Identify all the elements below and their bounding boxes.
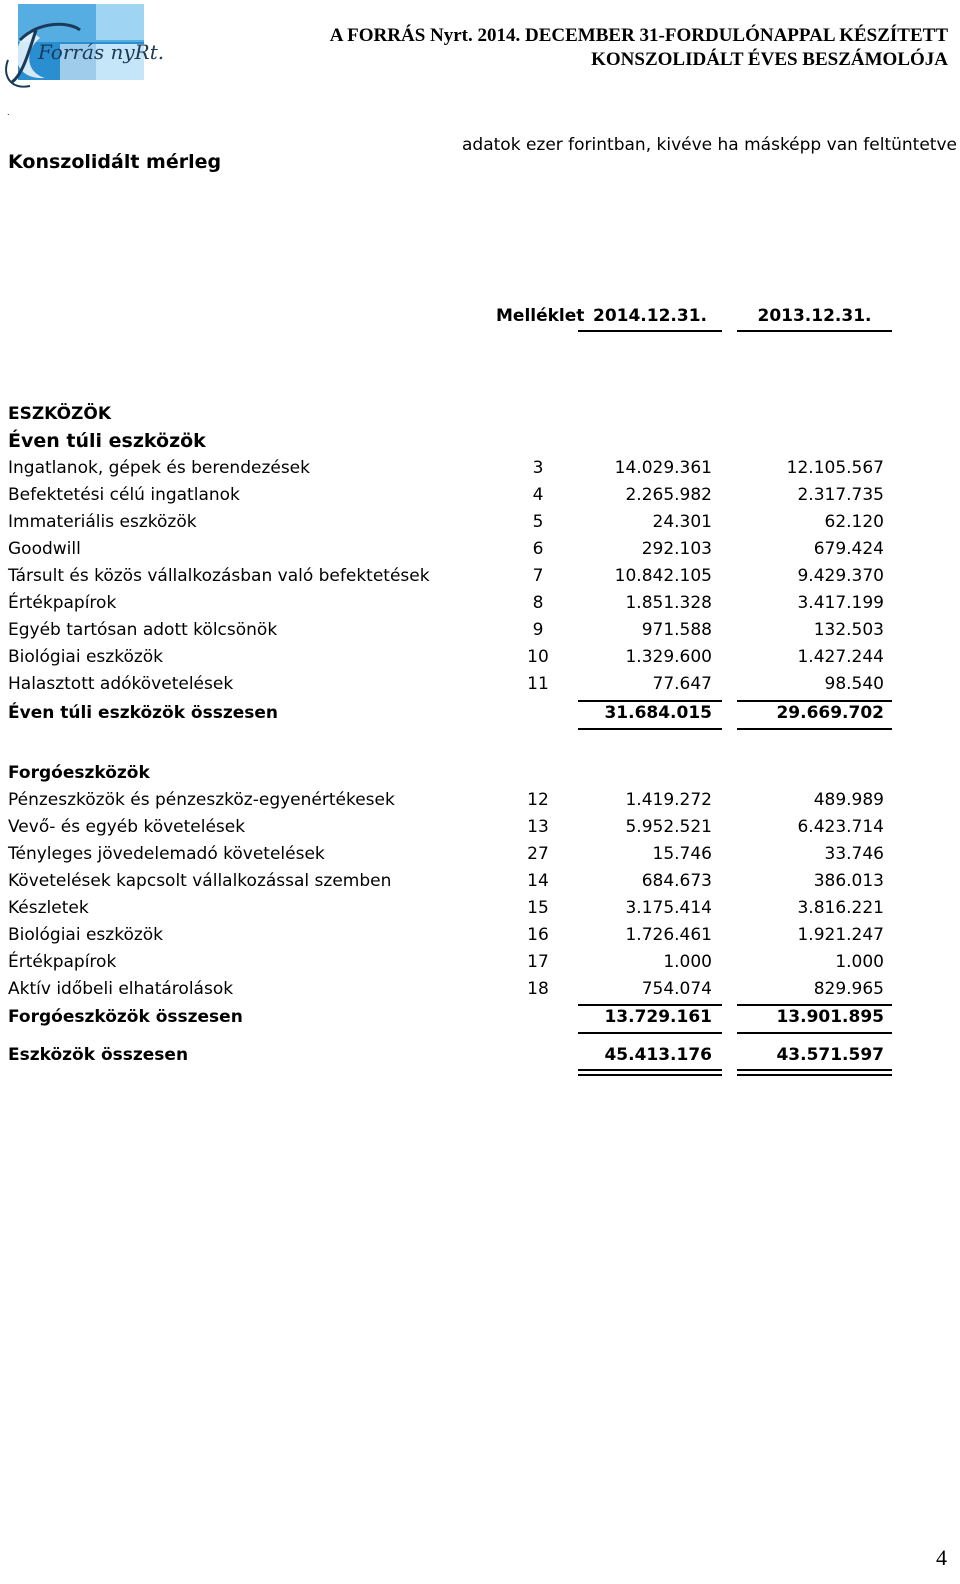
- row-ref: 10: [527, 647, 549, 667]
- row-ref: 8: [532, 593, 544, 613]
- table-row: [0, 841, 960, 867]
- section-assets: [0, 401, 960, 427]
- row-value-2014: 971.588: [641, 620, 712, 640]
- row-value-2014: 292.103: [641, 539, 712, 559]
- row-value-2014: 10.842.105: [614, 566, 712, 586]
- row-value-2013: 12.105.567: [786, 458, 884, 478]
- row-label: Halasztott adókövetelések: [8, 674, 234, 694]
- column-header-2013: 2013.12.31.: [737, 306, 892, 332]
- total-rule: [578, 1032, 722, 1034]
- column-header-2014: 2014.12.31.: [578, 306, 722, 332]
- row-label: Vevő- és egyéb követelések: [8, 817, 246, 837]
- row-ref: 12: [527, 790, 549, 810]
- row-ref: 15: [527, 898, 549, 918]
- row-ref: 4: [532, 485, 544, 505]
- row-label: Aktív időbeli elhatárolások: [8, 979, 234, 999]
- units-note: adatok ezer forintban, kivéve ha másképp van feltüntetve: [462, 135, 957, 155]
- table-row: [0, 509, 960, 535]
- section-label: ESZKÖZÖK: [8, 404, 111, 424]
- table-row: [0, 787, 960, 813]
- row-value-2014: 1.726.461: [625, 925, 712, 945]
- row-value-2013: 33.746: [824, 844, 884, 864]
- row-value-2014: 684.673: [641, 871, 712, 891]
- row-value-2014: 1.851.328: [625, 593, 712, 613]
- row-ref: 14: [527, 871, 549, 891]
- row-value-2013: 43.571.597: [776, 1045, 884, 1065]
- section-label: Éven túli eszközök: [8, 430, 206, 452]
- row-value-2013: 9.429.370: [797, 566, 884, 586]
- row-value-2013: 6.423.714: [797, 817, 884, 837]
- table-row: [0, 895, 960, 921]
- table-row: [0, 949, 960, 975]
- grand-total-double-rule: [578, 1069, 722, 1076]
- row-value-2014: 13.729.161: [604, 1007, 712, 1027]
- row-value-2013: 1.000: [835, 952, 884, 972]
- row-label: Forgóeszközök összesen: [8, 1007, 243, 1027]
- table-row: [0, 536, 960, 562]
- row-ref: 11: [527, 674, 549, 694]
- row-ref: 27: [527, 844, 549, 864]
- row-label: Immateriális eszközök: [8, 512, 197, 532]
- logo-text: Forrás nyRt.: [38, 40, 165, 64]
- row-value-2013: 3.816.221: [797, 898, 884, 918]
- row-label: Értékpapírok: [8, 593, 117, 613]
- row-value-2014: 1.000: [663, 952, 712, 972]
- row-value-2013: 679.424: [813, 539, 884, 559]
- report-title-line-2: KONSZOLIDÁLT ÉVES BESZÁMOLÓJA: [591, 49, 948, 70]
- row-label: Követelések kapcsolt vállalkozással szemben: [8, 871, 392, 891]
- row-label: Biológiai eszközök: [8, 925, 164, 945]
- page-number: 4: [936, 1545, 947, 1570]
- section-current: [0, 760, 960, 786]
- row-label: Biológiai eszközök: [8, 647, 164, 667]
- grand-total-double-rule: [737, 1069, 892, 1076]
- row-ref: 6: [532, 539, 544, 559]
- row-value-2014: 24.301: [652, 512, 712, 532]
- row-value-2013: 98.540: [824, 674, 884, 694]
- section-noncurrent: [0, 428, 960, 454]
- row-value-2013: 489.989: [813, 790, 884, 810]
- row-label: Goodwill: [8, 539, 81, 559]
- row-value-2013: 3.417.199: [797, 593, 884, 613]
- row-value-2013: 386.013: [813, 871, 884, 891]
- row-label: Eszközök összesen: [8, 1045, 189, 1065]
- row-label: Tényleges jövedelemadó követelések: [8, 844, 325, 864]
- table-row: [0, 868, 960, 894]
- table-row: [0, 814, 960, 840]
- row-label: Éven túli eszközök összesen: [8, 703, 279, 723]
- row-value-2013: 13.901.895: [776, 1007, 884, 1027]
- table-row: [0, 455, 960, 481]
- row-ref: 3: [532, 458, 544, 478]
- row-label: Pénzeszközök és pénzeszköz-egyenértékesek: [8, 790, 395, 810]
- noncurrent-total-row: [0, 700, 960, 726]
- row-value-2014: 754.074: [641, 979, 712, 999]
- table-row: [0, 563, 960, 589]
- row-value-2014: 1.419.272: [625, 790, 712, 810]
- table-row: [0, 617, 960, 643]
- row-value-2014: 45.413.176: [604, 1045, 712, 1065]
- row-value-2014: 2.265.982: [625, 485, 712, 505]
- row-value-2013: 29.669.702: [776, 703, 884, 723]
- row-ref: 16: [527, 925, 549, 945]
- row-ref: 9: [532, 620, 544, 640]
- table-row: [0, 671, 960, 697]
- row-value-2014: 1.329.600: [625, 647, 712, 667]
- total-rule: [737, 728, 892, 730]
- row-label: Készletek: [8, 898, 89, 918]
- row-ref: 5: [532, 512, 544, 532]
- page-title: Konszolidált mérleg: [8, 151, 222, 173]
- row-label: Befektetési célú ingatlanok: [8, 485, 240, 505]
- section-label: Forgóeszközök: [8, 763, 150, 783]
- total-rule: [737, 1032, 892, 1034]
- row-value-2013: 62.120: [824, 512, 884, 532]
- row-value-2014: 77.647: [652, 674, 712, 694]
- table-row: [0, 482, 960, 508]
- company-logo: [0, 0, 165, 96]
- total-rule: [578, 728, 722, 730]
- row-ref: 18: [527, 979, 549, 999]
- row-value-2014: 14.029.361: [614, 458, 712, 478]
- row-value-2013: 1.921.247: [797, 925, 884, 945]
- row-label: Ingatlanok, gépek és berendezések: [8, 458, 310, 478]
- row-ref: 17: [527, 952, 549, 972]
- row-value-2013: 829.965: [813, 979, 884, 999]
- stray-dot: .: [7, 108, 10, 117]
- row-label: Értékpapírok: [8, 952, 117, 972]
- current-total-row: [0, 1004, 960, 1030]
- row-value-2013: 2.317.735: [797, 485, 884, 505]
- row-label: Társult és közös vállalkozásban való befektetések: [8, 566, 430, 586]
- row-ref: 13: [527, 817, 549, 837]
- grand-total-row: [0, 1042, 960, 1068]
- table-row: [0, 644, 960, 670]
- row-label: Egyéb tartósan adott kölcsönök: [8, 620, 278, 640]
- row-value-2013: 132.503: [813, 620, 884, 640]
- table-row: [0, 976, 960, 1002]
- row-value-2014: 5.952.521: [625, 817, 712, 837]
- row-value-2014: 31.684.015: [604, 703, 712, 723]
- column-header-ref: Melléklet: [496, 306, 585, 326]
- table-row: [0, 922, 960, 948]
- table-row: [0, 590, 960, 616]
- row-value-2014: 3.175.414: [625, 898, 712, 918]
- report-title-line-1: A FORRÁS Nyrt. 2014. DECEMBER 31-FORDULÓNAPPAL KÉSZÍTETT: [329, 25, 948, 46]
- row-value-2013: 1.427.244: [797, 647, 884, 667]
- row-ref: 7: [532, 566, 544, 586]
- row-value-2014: 15.746: [652, 844, 712, 864]
